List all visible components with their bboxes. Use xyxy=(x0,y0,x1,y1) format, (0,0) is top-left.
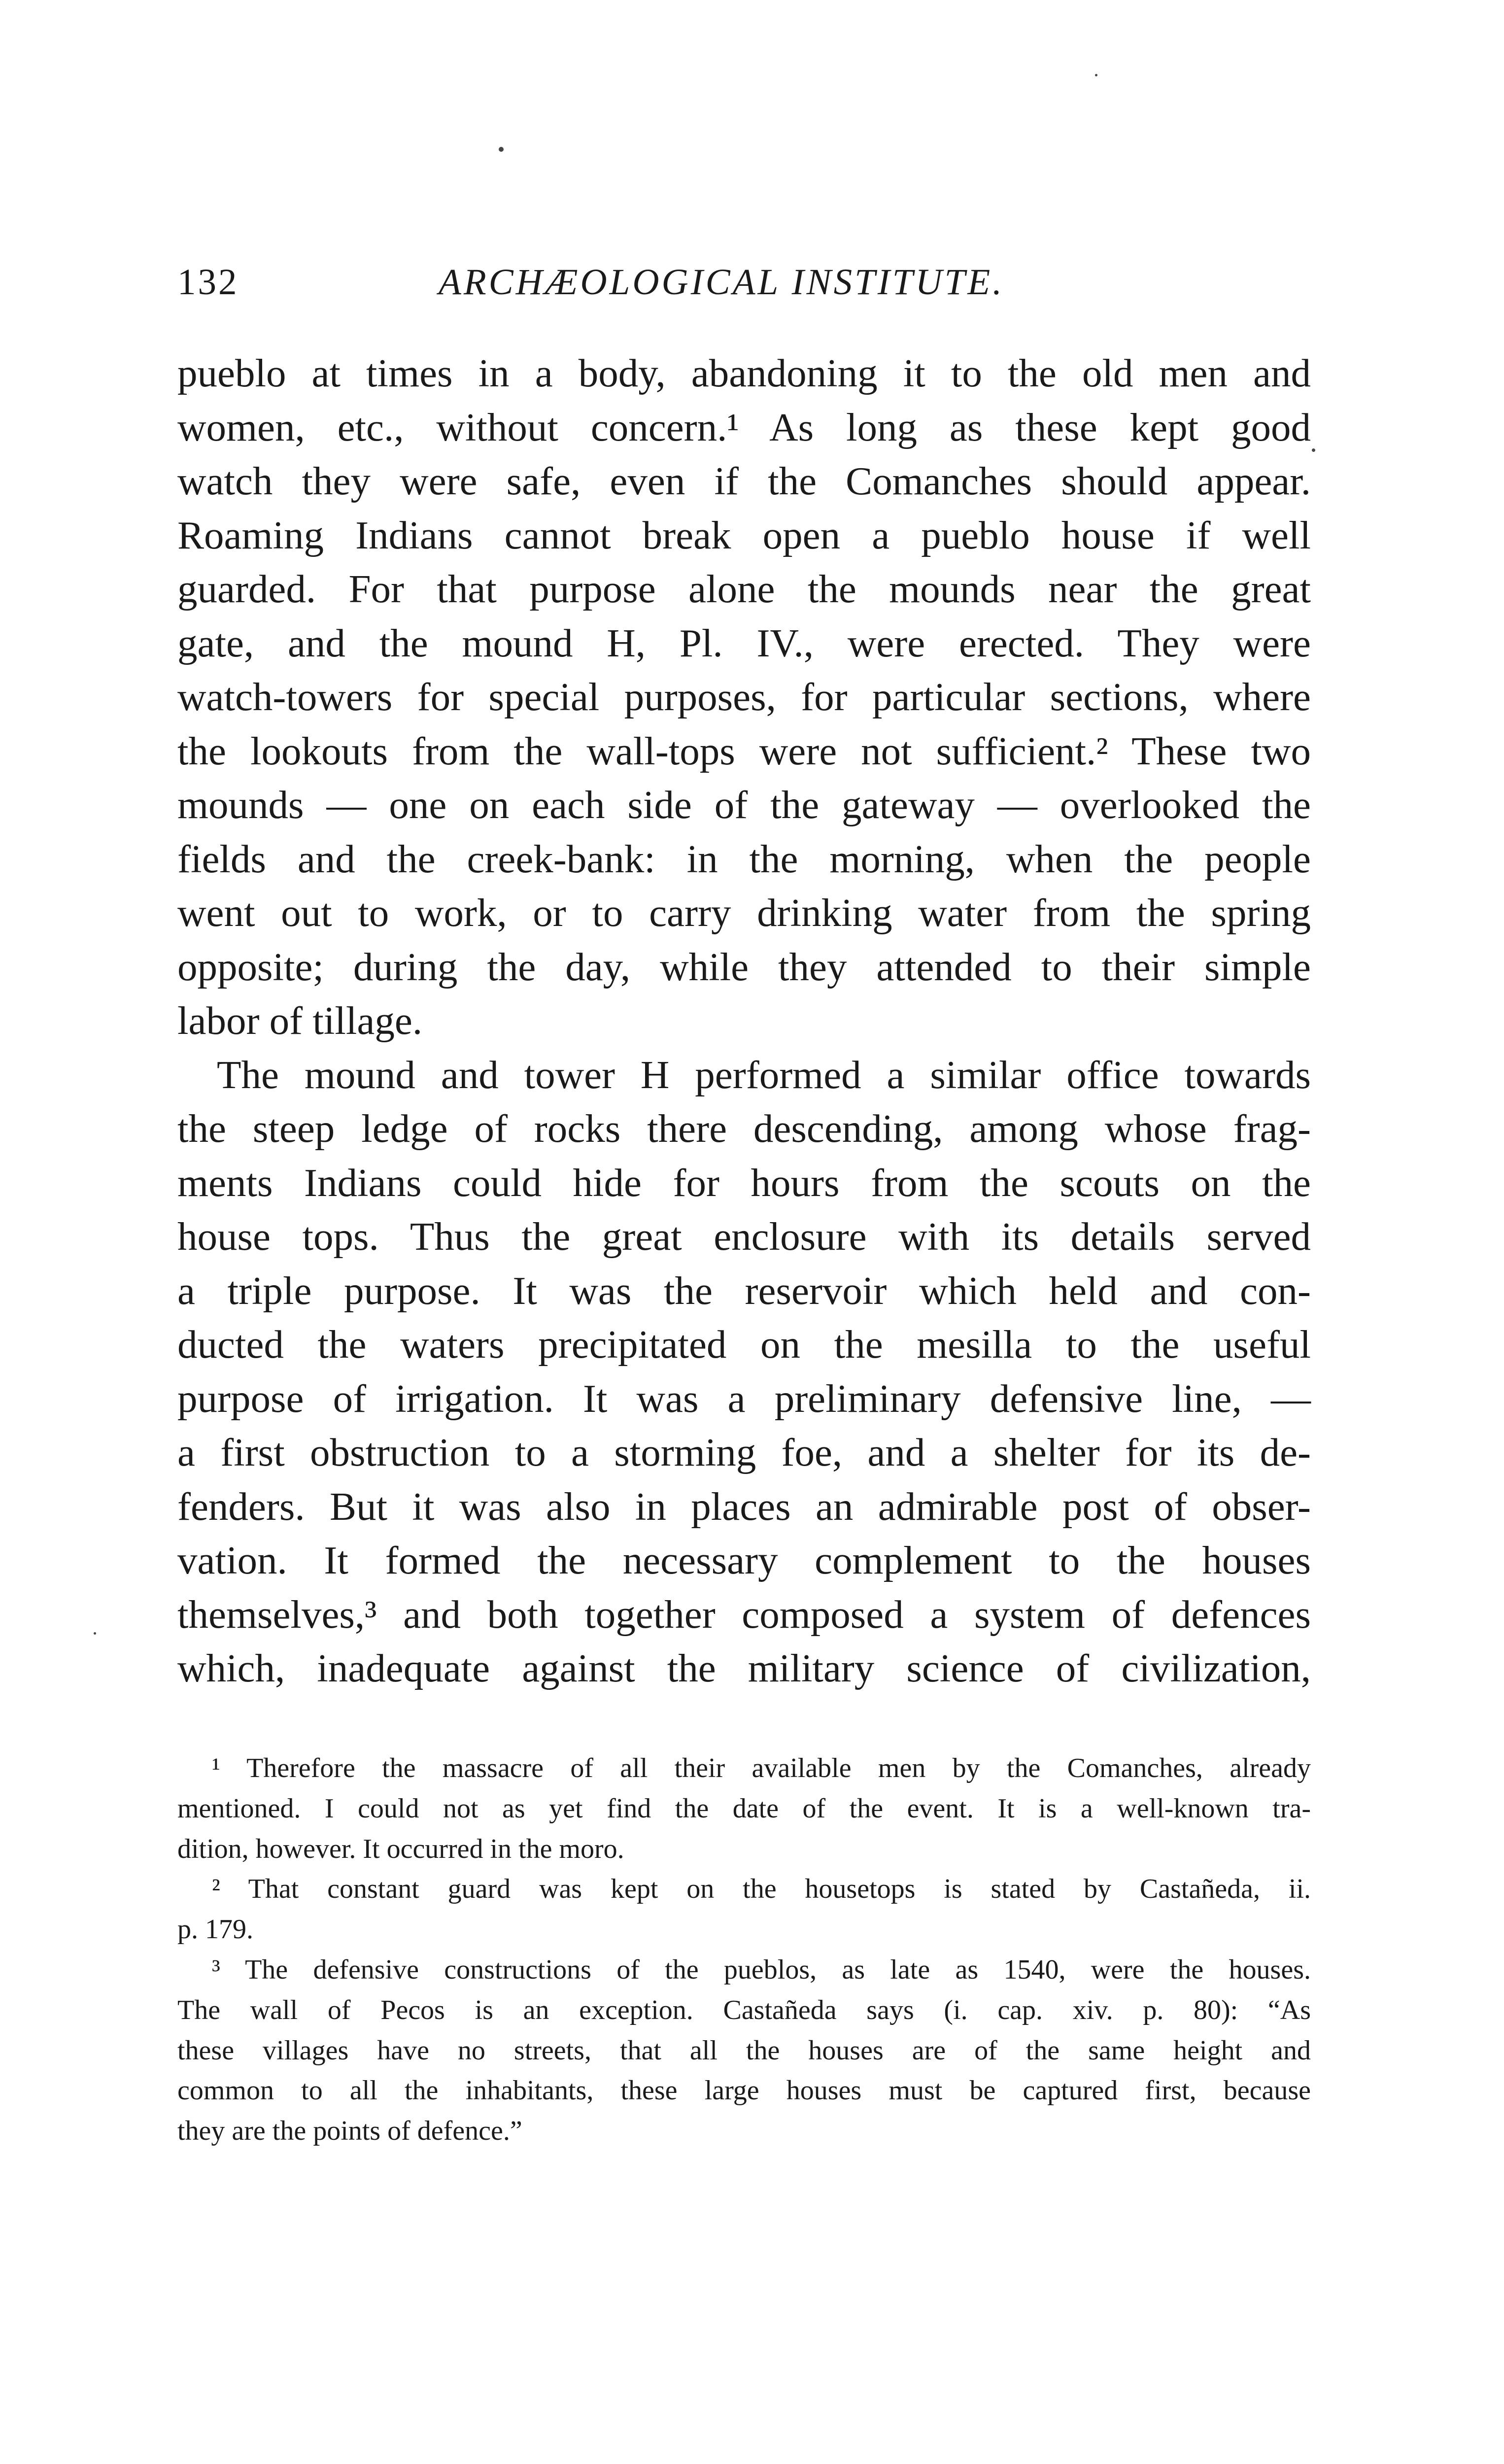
footnote-1-line: ¹ Therefore the massacre of all their available men by the Comanches, already xyxy=(212,1753,1311,1783)
footnote-3-line: they are the points of defence.” xyxy=(177,2116,522,2147)
print-speck xyxy=(499,147,504,152)
body-line: the steep ledge of rocks there descending, among whose frag- xyxy=(177,1106,1311,1151)
footnote-1-line: mentioned. I could not as yet find the date of the event. It is a well-known tra- xyxy=(177,1793,1311,1824)
body-line: labor of tillage. xyxy=(177,998,423,1043)
body-line: house tops. Thus the great enclosure with its details served xyxy=(177,1214,1311,1259)
footnotes xyxy=(177,1748,1311,2152)
footnote-3-line: ³ The defensive constructions of the pueblos, as late as 1540, were the houses. xyxy=(212,1954,1311,1985)
footnote-2-line: ² That constant guard was kept on the housetops is stated by Castañeda, ii. xyxy=(212,1874,1311,1905)
body-line: guarded. For that purpose alone the mounds near the great xyxy=(177,567,1311,611)
body-line: mounds — one on each side of the gateway — overlooked the xyxy=(177,783,1311,827)
body-line: themselves,³ and both together composed a system of defences xyxy=(177,1592,1311,1637)
running-title: ARCHÆOLOGICAL INSTITUTE. xyxy=(439,262,1004,303)
page-number: 132 xyxy=(177,262,239,303)
footnote-3-line: common to all the inhabitants, these large houses must be captured first, because xyxy=(177,2075,1311,2106)
body-line: purpose of irrigation. It was a preliminary defensive line, — xyxy=(177,1376,1311,1421)
body-line: watch-towers for special purposes, for particular sections, where xyxy=(177,675,1311,719)
body-line: a triple purpose. It was the reservoir which held and con- xyxy=(177,1268,1311,1313)
print-speck xyxy=(94,1632,96,1635)
running-header xyxy=(177,255,1311,309)
body-line: watch they were safe, even if the Comanches should appear. xyxy=(177,459,1311,503)
footnote-3-line: these villages have no streets, that all the houses are of the same height and xyxy=(177,2035,1311,2066)
body-line: gate, and the mound H, Pl. IV., were erected. They were xyxy=(177,620,1311,665)
body-line: a first obstruction to a storming foe, and a shelter for its de- xyxy=(177,1430,1311,1474)
body-line: which, inadequate against the military science of civilization, xyxy=(177,1646,1311,1690)
footnote-3-line: The wall of Pecos is an exception. Castañeda says (i. cap. xiv. p. 80): “As xyxy=(177,1994,1311,2025)
body-line: vation. It formed the necessary complement to the houses xyxy=(177,1538,1311,1582)
body-line: ducted the waters precipitated on the mesilla to the useful xyxy=(177,1322,1311,1367)
print-speck xyxy=(1095,74,1097,76)
body-line: went out to work, or to carry drinking water from the spring xyxy=(177,890,1311,935)
footnote-1-line: dition, however. It occurred in the moro. xyxy=(177,1833,624,1864)
body-line: ments Indians could hide for hours from the scouts on the xyxy=(177,1160,1311,1205)
body-line: the lookouts from the wall-tops were not sufficient.² These two xyxy=(177,728,1311,773)
paragraph-start-line: The mound and tower H performed a similar office towards xyxy=(217,1052,1311,1097)
body-text xyxy=(177,346,1311,1696)
footnote-2-line: p. 179. xyxy=(177,1914,253,1945)
body-line: fenders. But it was also in places an admirable post of obser- xyxy=(177,1484,1311,1529)
body-line: fields and the creek-bank: in the morning, when the people xyxy=(177,836,1311,881)
body-line: Roaming Indians cannot break open a pueblo house if well xyxy=(177,513,1311,557)
body-line: opposite; during the day, while they attended to their simple xyxy=(177,944,1311,989)
body-line: women, etc., without concern.¹ As long as these kept good xyxy=(177,405,1311,449)
body-line: pueblo at times in a body, abandoning it to the old men and xyxy=(177,351,1311,395)
print-speck xyxy=(1312,448,1315,452)
